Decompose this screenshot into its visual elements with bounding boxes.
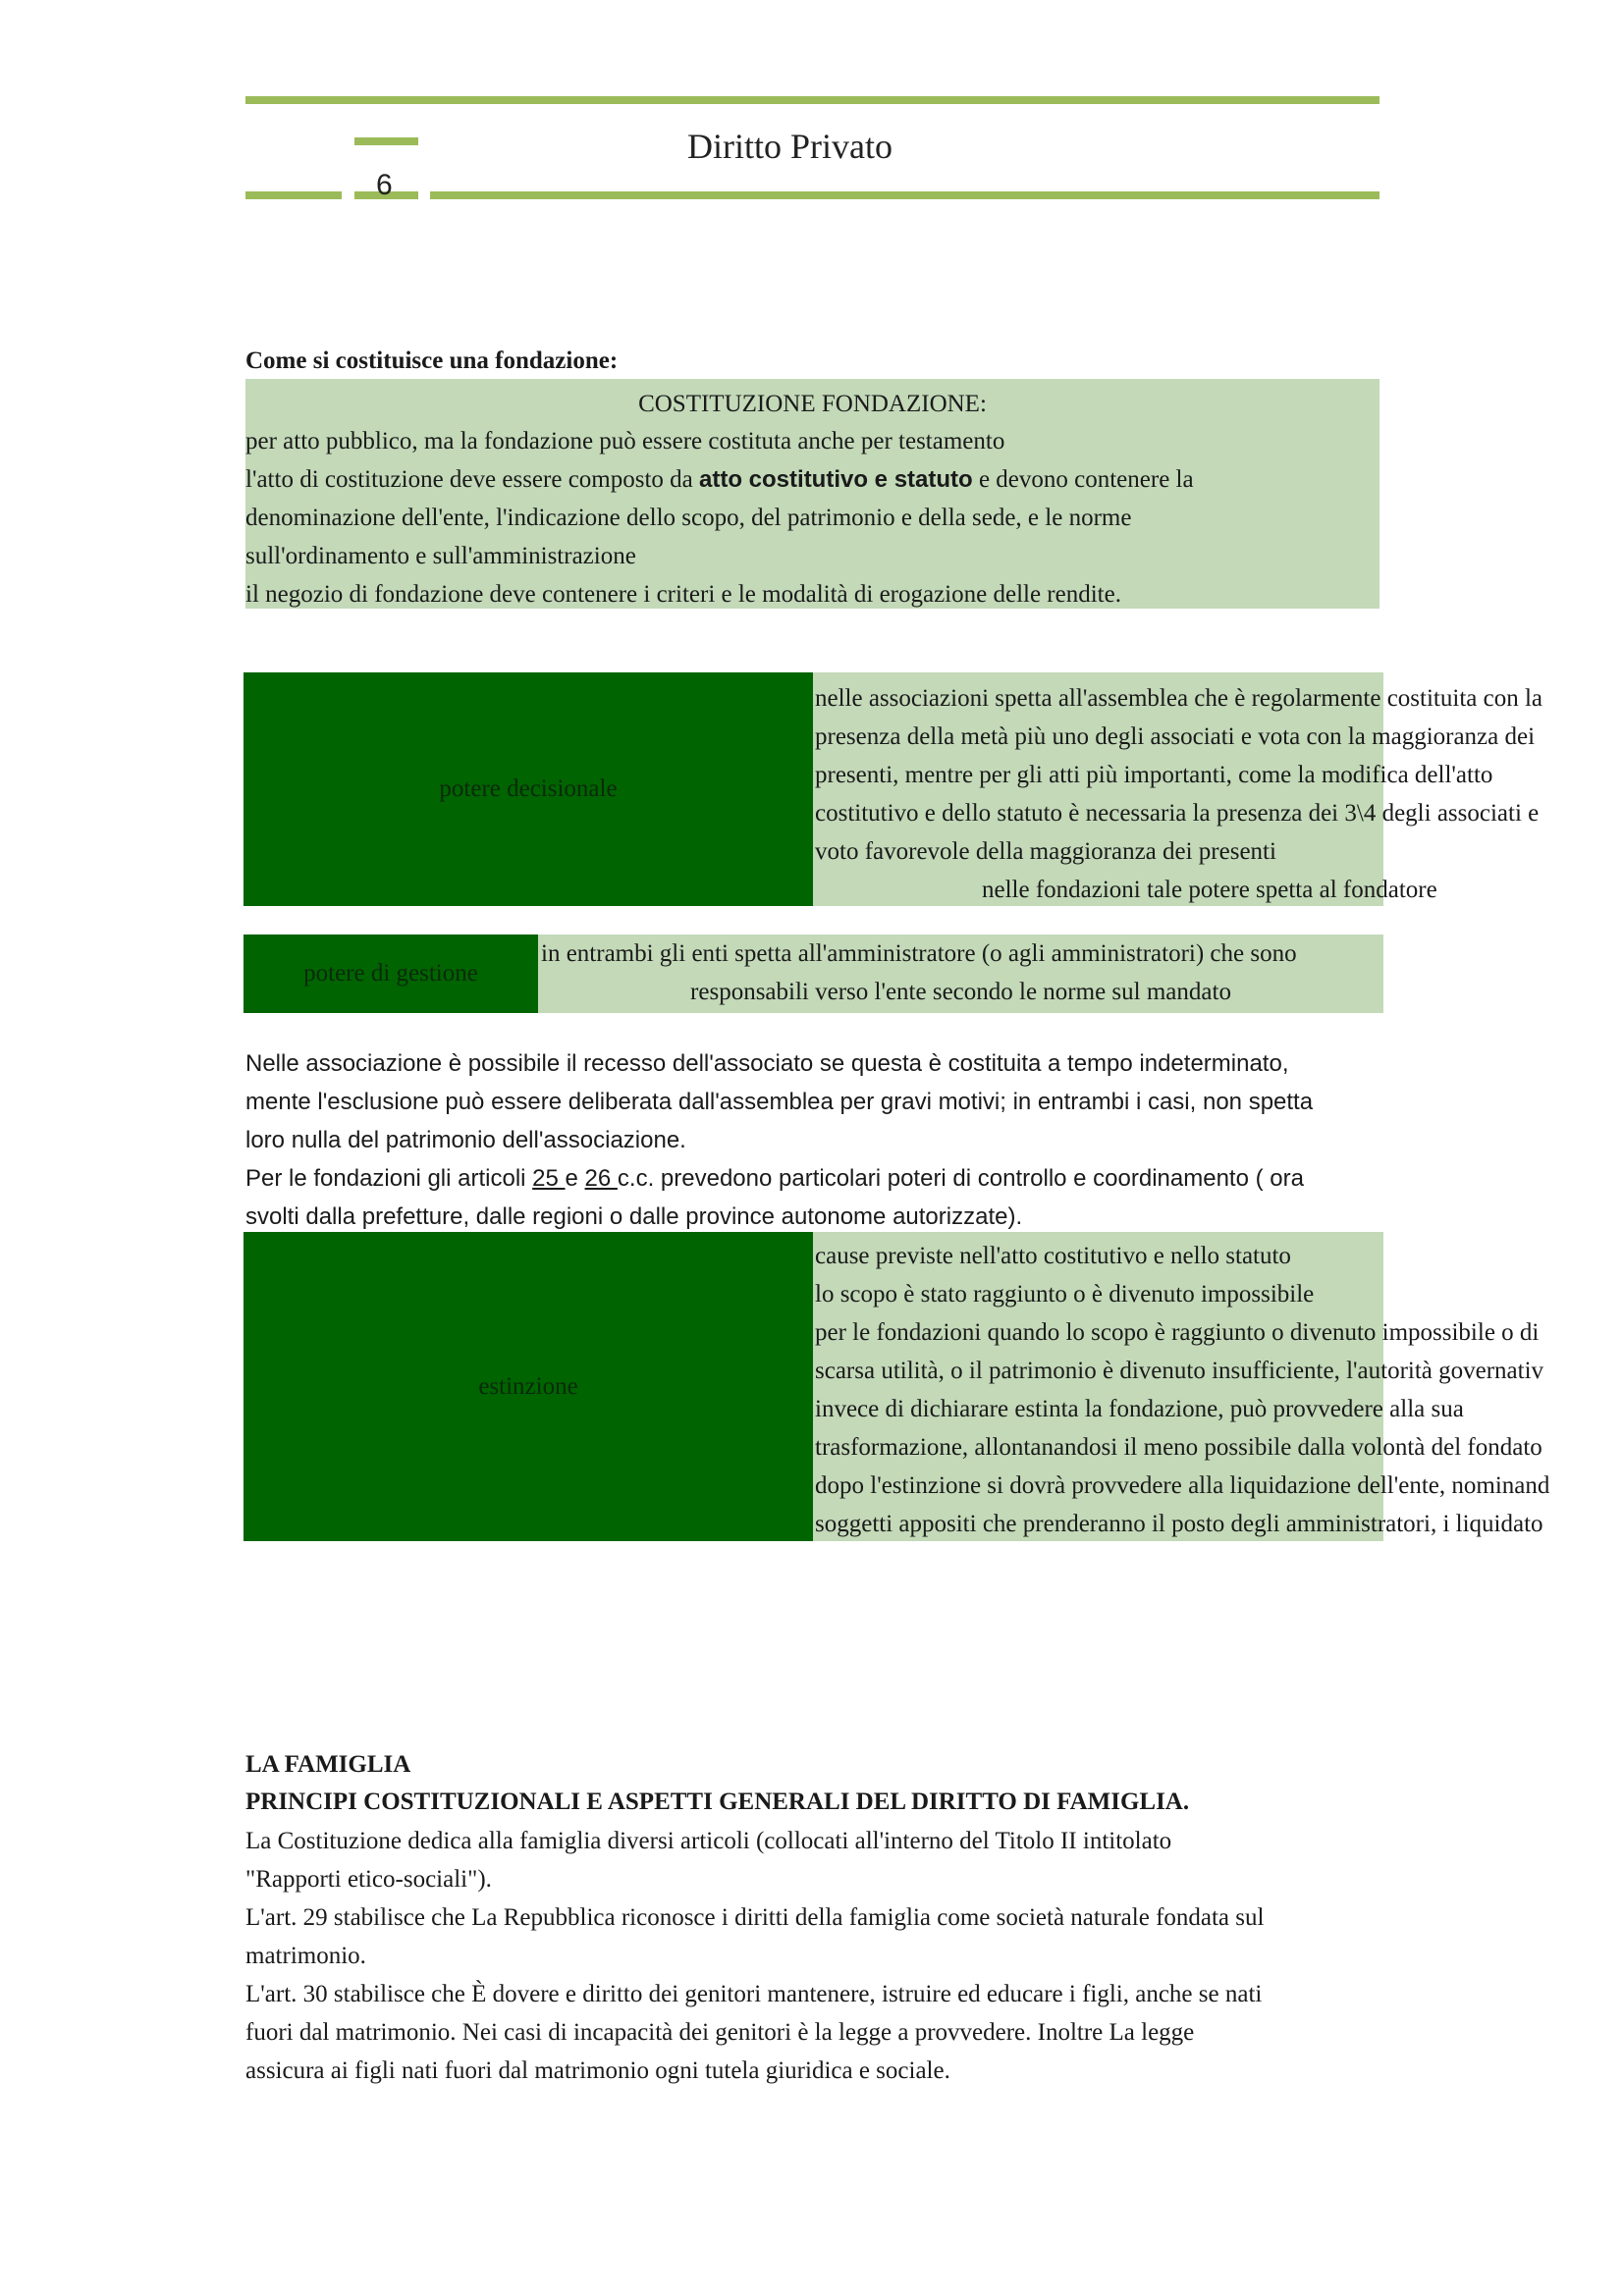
recesso-line-5: svolti dalla prefetture, dalle regioni o dalle province autonome autorizzate).: [245, 1203, 1023, 1230]
costituzione-line-4: sull'ordinamento e sull'amministrazione: [245, 543, 636, 569]
famiglia-title: LA FAMIGLIA: [245, 1751, 411, 1778]
potere-gestione-label: potere di gestione: [303, 960, 478, 987]
recesso-line-4: [245, 1159, 1313, 1198]
costituzione-line-2-post: e devono contenere la: [972, 466, 1194, 493]
potere-gestione-line-2: responsabili verso l'ente secondo le norme sul mandato: [690, 979, 1231, 1005]
famiglia-line: matrimonio.: [245, 1943, 366, 1969]
famiglia-line: La Costituzione dedica alla famiglia diversi articoli (collocati all'interno del Titolo II intitolato: [245, 1828, 1172, 1854]
recesso-line-4-post: c.c. prevedono particolari poteri di controllo e coordinamento ( ora: [617, 1165, 1304, 1192]
recesso-line-1: Nelle associazione è possibile il recesso dell'associato se questa è costituita a tempo indeterminato,: [245, 1050, 1289, 1077]
famiglia-line: "Rapporti etico-sociali").: [245, 1866, 492, 1893]
famiglia-subtitle: PRINCIPI COSTITUZIONALI E ASPETTI GENERALI DEL DIRITTO DI FAMIGLIA.: [245, 1789, 1190, 1815]
costituzione-box: [245, 379, 1380, 609]
costituzione-line-2: [245, 460, 1194, 499]
potere-gestione-line-1: in entrambi gli enti spetta all'amministratore (o agli amministratori) che sono: [541, 940, 1297, 967]
costituzione-box-title: COSTITUZIONE FONDAZIONE:: [638, 391, 987, 417]
page-number: 6: [376, 169, 393, 201]
famiglia-line: fuori dal matrimonio. Nei casi di incapacità dei genitori è la legge a provvedere. Inoltre La legge: [245, 2019, 1195, 2046]
recesso-line-4-pre: Per le fondazioni gli articoli: [245, 1165, 533, 1192]
estinzione-line: invece di dichiarare estinta la fondazione, può provvedere alla sua: [815, 1396, 1464, 1422]
recesso-line-3: loro nulla del patrimonio dell'associazione.: [245, 1127, 686, 1153]
potere-decisionale-line: costitutivo e dello statuto è necessaria la presenza dei 3\4 degli associati e: [815, 800, 1540, 827]
estinzione-label: estinzione: [478, 1372, 578, 1400]
estinzione-line: lo scopo è stato raggiunto o è divenuto impossibile: [815, 1281, 1315, 1308]
header-bottom-rule-left: [245, 191, 342, 199]
header-bottom-rule-right: [430, 191, 1380, 199]
potere-decisionale-last-line: nelle fondazioni tale potere spetta al fondatore: [982, 877, 1437, 903]
potere-gestione-text-cell: [538, 934, 1383, 1013]
header-page-tab-top: [354, 137, 418, 145]
potere-decisionale-label-cell: [243, 672, 813, 906]
article-25-link[interactable]: 25: [532, 1165, 566, 1192]
header-top-rule: [245, 96, 1380, 104]
famiglia-line: assicura ai figli nati fuori dal matrimonio ogni tutela giuridica e sociale.: [245, 2057, 950, 2084]
estinzione-line: cause previste nell'atto costitutivo e nello statuto: [815, 1243, 1291, 1269]
potere-decisionale-label: potere decisionale: [439, 775, 618, 802]
costituzione-line-1: per atto pubblico, ma la fondazione può essere costituta anche per testamento: [245, 428, 1005, 454]
estinzione-text-cell: [815, 1237, 1623, 1543]
famiglia-line: L'art. 29 stabilisce che La Repubblica riconosce i diritti della famiglia come società naturale fondata sul: [245, 1904, 1265, 1931]
section-heading-costituzione: Come si costituisce una fondazione:: [245, 347, 619, 374]
costituzione-line-2-bold: atto costitutivo e statuto: [699, 466, 973, 493]
costituzione-line-2-pre: l'atto di costituzione deve essere composto da: [245, 466, 700, 493]
recesso-line-2: mente l'esclusione può essere deliberata dall'assemblea per gravi motivi; in entrambi i casi, non spetta: [245, 1089, 1314, 1115]
costituzione-line-3: denominazione dell'ente, l'indicazione dello scopo, del patrimonio e della sede, e le norme: [245, 505, 1132, 531]
potere-decisionale-line: nelle associazioni spetta all'assemblea che è regolarmente costituita con la: [815, 685, 1543, 712]
estinzione-line: soggetti appositi che prenderanno il posto degli amministratori, i liquidato: [815, 1511, 1543, 1537]
costituzione-line-5: il negozio di fondazione deve contenere i criteri e le modalità di erogazione delle rendite.: [245, 581, 1121, 608]
potere-gestione-label-cell: [243, 934, 538, 1013]
article-26-link[interactable]: 26: [584, 1165, 618, 1192]
estinzione-line: per le fondazioni quando lo scopo è raggiunto o divenuto impossibile o di: [815, 1319, 1540, 1346]
potere-decisionale-line: presenti, mentre per gli atti più importanti, come la modifica dell'atto: [815, 762, 1493, 788]
potere-decisionale-line: voto favorevole della maggioranza dei presenti: [815, 838, 1276, 865]
estinzione-line: scarsa utilità, o il patrimonio è divenuto insufficiente, l'autorità governativ: [815, 1358, 1544, 1384]
estinzione-line: trasformazione, allontanandosi il meno possibile dalla volontà del fondato: [815, 1434, 1542, 1461]
header-title: Diritto Privato: [687, 127, 893, 166]
famiglia-line: L'art. 30 stabilisce che È dovere e diritto dei genitori mantenere, istruire ed educare i figli, anche se nati: [245, 1981, 1263, 2007]
estinzione-line: dopo l'estinzione si dovrà provvedere alla liquidazione dell'ente, nominand: [815, 1472, 1550, 1499]
famiglia-paragraph: [245, 1822, 1264, 2090]
estinzione-label-cell: [243, 1232, 813, 1541]
potere-decisionale-text-cell: [815, 679, 1623, 907]
recesso-line-4-mid: e: [565, 1165, 585, 1192]
recesso-paragraph: [245, 1044, 1313, 1236]
potere-decisionale-line: presenza della metà più uno degli associati e vota con la maggioranza dei: [815, 723, 1536, 750]
